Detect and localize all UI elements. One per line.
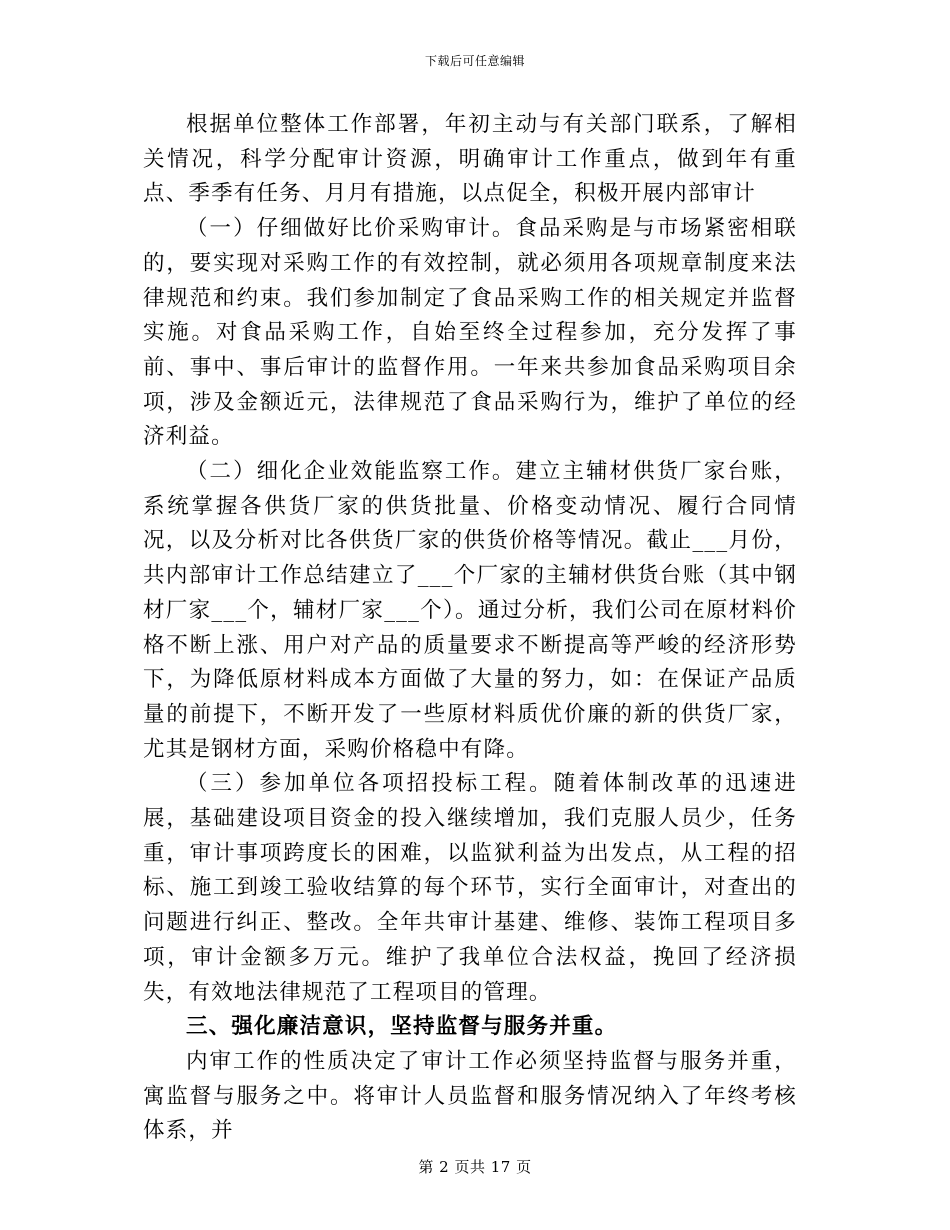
paragraph-intro: 根据单位整体工作部署，年初主动与有关部门联系，了解相关情况，科学分配审计资源，明确审计工作重点，做到年有重点、季季有任务、月月有措施，以点促全，积极开展内部审计 <box>143 112 797 207</box>
paragraph-supervision-service: 内审工作的性质决定了审计工作必须坚持监督与服务并重，寓监督与服务之中。将审计人员监督和服务情况纳入了年终考核体系，并 <box>143 1048 797 1144</box>
page-footer: 第 2 页共 17 页 <box>418 1158 532 1176</box>
paragraph-efficiency-supervision: （二）细化企业效能监察工作。建立主辅材供货厂家台账，系统掌握各供货厂家的供货批量、价格变动情况、履行合同情况，以及分析对比各供货厂家的供货价格等情况。截止___月份，共内部审计工作总结建立了___个厂家的主辅材供货台账（其中钢材厂家___个，辅材厂家___个）。通过分析，我们公司在原材料价格不断上涨、用户对产品的质量要求不断提高等严峻的经济形势下，为降低原材料成本方面做了大量的努力，如：在保证产品质量的前提下，不断开发了一些原材料质优价廉的新的供货厂家，尤其是钢材方面，采购价格稳中有降。 <box>143 459 797 762</box>
page-header: 下载后可任意编辑 <box>424 54 525 68</box>
document-body <box>143 108 797 1149</box>
paragraph-bidding-projects: （三）参加单位各项招投标工程。随着体制改革的迅速进展，基础建设项目资金的投入继续增加，我们克服人员少，任务重，审计事项跨度长的困难，以监狱利益为出发点，从工程的招标、施工到竣工验收结算的每个环节，实行全面审计，对查出的问题进行纠正、整改。全年共审计基建、维修、装饰工程项目多项，审计金额多万元。维护了我单位合法权益，挽回了经济损失，有效地法律规范了工程项目的管理。 <box>143 771 797 1005</box>
section-heading: 三、强化廉洁意识，坚持监督与服务并重。 <box>186 1014 618 1040</box>
paragraph-procurement-audit: （一）仔细做好比价采购审计。食品采购是与市场紧密相联的，要实现对采购工作的有效控制，就必须用各项规章制度来法律规范和约束。我们参加制定了食品采购工作的相关规定并监督实施。对食品采购工作，自始至终全过程参加，充分发挥了事前、事中、事后审计的监督作用。一年来共参加食品采购项目余项，涉及金额近元，法律规范了食品采购行为，维护了单位的经济利益。 <box>143 216 797 450</box>
